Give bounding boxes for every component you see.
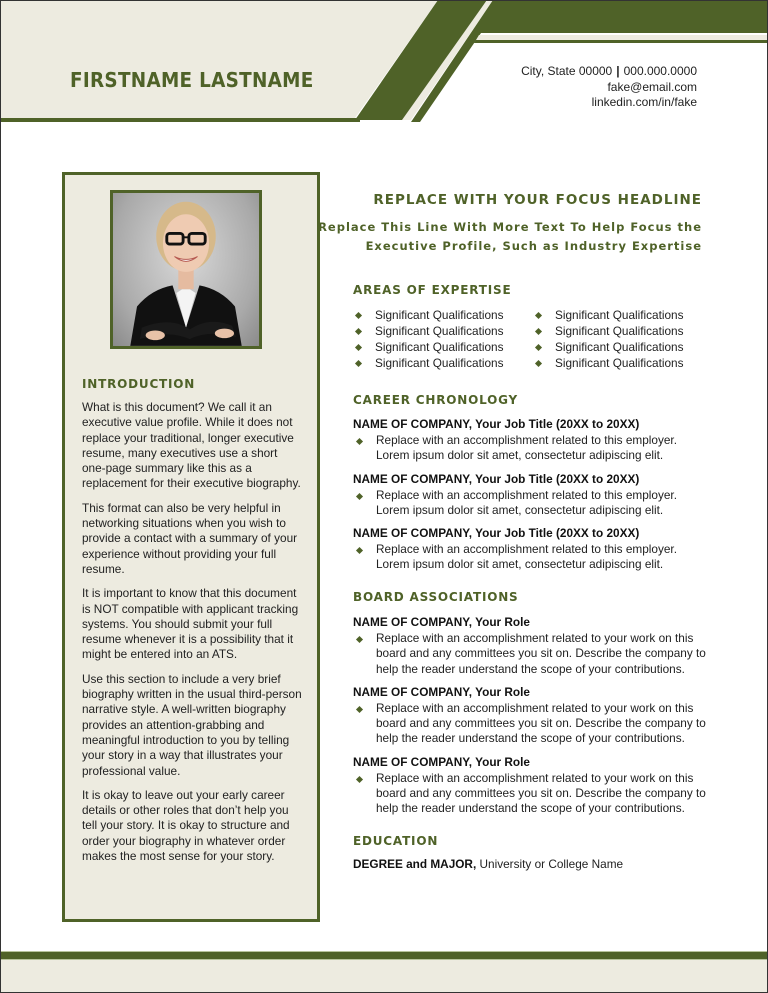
city-state: City, State 00000 [521, 64, 613, 78]
diamond-bullet-icon [535, 327, 542, 334]
diamond-bullet-icon [535, 311, 542, 318]
focus-headline: REPLACE WITH YOUR FOCUS HEADLINE [373, 192, 702, 208]
expertise-list [354, 307, 714, 371]
school: University or College Name [476, 857, 624, 871]
board-heading: BOARD ASSOCIATIONS [353, 590, 519, 604]
contact-separator: | [616, 64, 620, 78]
board-entry-title: NAME OF COMPANY, Your Role [353, 754, 530, 769]
expertise-column-left [354, 307, 534, 371]
expertise-column-right [534, 307, 714, 371]
linkedin-link[interactable]: linkedin.com/in/fake [591, 95, 697, 109]
diamond-bullet-icon [355, 311, 362, 318]
footer-band [0, 960, 768, 993]
intro-paragraph: It is okay to leave out your early career details or other roles that don’t help you tell your story. It is okay to structure and order your biography in whatever order makes the most sense for your story. [82, 787, 290, 864]
expertise-item: Significant Qualifications [534, 307, 714, 323]
expertise-item: Significant Qualifications [354, 339, 534, 355]
email[interactable]: fake@email.com [607, 79, 697, 94]
board-accomplishment: Replace with an accomplishment related to your work on this board and any committees you sit on. Describe the company to help the reader understand the scope of your contributions. [376, 700, 706, 746]
expertise-item: Significant Qualifications [354, 323, 534, 339]
diamond-bullet-icon [355, 327, 362, 334]
introduction-heading: INTRODUCTION [82, 377, 196, 391]
diamond-bullet-icon [356, 547, 363, 554]
contact-block [521, 64, 697, 111]
board-entry [353, 754, 723, 817]
focus-subline-1: Replace This Line With More Text To Help Focus the [318, 220, 702, 234]
diamond-bullet-icon [355, 359, 362, 366]
diamond-bullet-icon [356, 706, 363, 713]
footer-green-bar [0, 951, 768, 960]
expertise-heading: AREAS OF EXPERTISE [353, 283, 512, 297]
expertise-item: Significant Qualifications [534, 339, 714, 355]
career-entry-title: NAME OF COMPANY, Your Job Title (20XX to 20XX) [353, 417, 640, 431]
career-entry-title: NAME OF COMPANY, Your Job Title (20XX to 20XX) [353, 526, 640, 541]
contact-line-location-phone [521, 64, 697, 80]
board-accomplishment: Replace with an accomplishment related to your work on this board and any committees you sit on. Describe the company to help the reader understand the scope of your contributions. [376, 631, 706, 676]
diamond-bullet-icon [356, 776, 363, 783]
diamond-bullet-icon [355, 343, 362, 350]
diamond-bullet-icon [535, 343, 542, 350]
intro-paragraph: Use this section to include a very brief biography written in the usual third-person narrative style. A well-written biography provides an attention-grabbing and meaningful introduction to you by telling your story in a way that illustrates your professional value. [82, 671, 302, 778]
introduction-panel [62, 172, 320, 922]
diamond-bullet-icon [356, 438, 363, 445]
career-entry-title: NAME OF COMPANY, Your Job Title (20XX to 20XX) [353, 471, 640, 486]
intro-paragraph: This format can also be very helpful in networking situations when you wish to provide a contact with a summary of your experience without providing your full resume. [82, 500, 298, 576]
education-heading: EDUCATION [353, 834, 439, 848]
expertise-item: Significant Qualifications [354, 355, 534, 371]
focus-subline-2: Executive Profile, Such as Industry Expertise [365, 239, 702, 253]
board-entry-title: NAME OF COMPANY, Your Role [353, 684, 530, 699]
candidate-name: FIRSTNAME LASTNAME [70, 68, 314, 92]
education-entry [353, 857, 623, 871]
diamond-bullet-icon [535, 359, 542, 366]
career-entry [353, 471, 723, 519]
intro-paragraph: What is this document? We call it an executive value profile. While it does not replace your traditional, longer executive resume, many executives use a short one-page summary like this as a replacement for their executive biography. [82, 400, 301, 491]
career-entry [353, 416, 723, 464]
board-entry [353, 614, 723, 677]
career-entry [353, 525, 723, 573]
person-portrait-icon [113, 193, 259, 346]
career-entries [353, 416, 723, 580]
expertise-item: Significant Qualifications [534, 323, 714, 339]
diamond-bullet-icon [356, 493, 363, 500]
board-entries [353, 614, 723, 824]
phone: 000.000.0000 [623, 64, 697, 78]
career-accomplishment: Replace with an accomplishment related to this employer. Lorem ipsum dolor sit amet, consectetur adipiscing elit. [376, 433, 677, 463]
board-accomplishment: Replace with an accomplishment related to your work on this board and any committees you sit on. Describe the company to help the reader understand the scope of your contributions. [376, 770, 706, 816]
introduction-body [82, 400, 304, 873]
career-accomplishment: Replace with an accomplishment related to this employer. Lorem ipsum dolor sit amet, consectetur adipiscing elit. [376, 487, 677, 517]
degree: DEGREE and MAJOR, [353, 857, 477, 871]
career-accomplishment: Replace with an accomplishment related to this employer. Lorem ipsum dolor sit amet, consectetur adipiscing elit. [376, 542, 677, 572]
expertise-item: Significant Qualifications [354, 307, 534, 323]
career-heading: CAREER CHRONOLOGY [353, 393, 518, 407]
intro-paragraph: It is important to know that this document is NOT compatible with applicant tracking systems. You should submit your full resume whenever it is a possibility that it might be entered into an ATS. [82, 586, 299, 662]
expertise-item: Significant Qualifications [534, 355, 714, 371]
diamond-bullet-icon [356, 636, 363, 643]
board-entry [353, 684, 723, 747]
board-entry-title: NAME OF COMPANY, Your Role [353, 615, 530, 629]
focus-subheadline [318, 218, 702, 256]
profile-photo [110, 190, 262, 349]
